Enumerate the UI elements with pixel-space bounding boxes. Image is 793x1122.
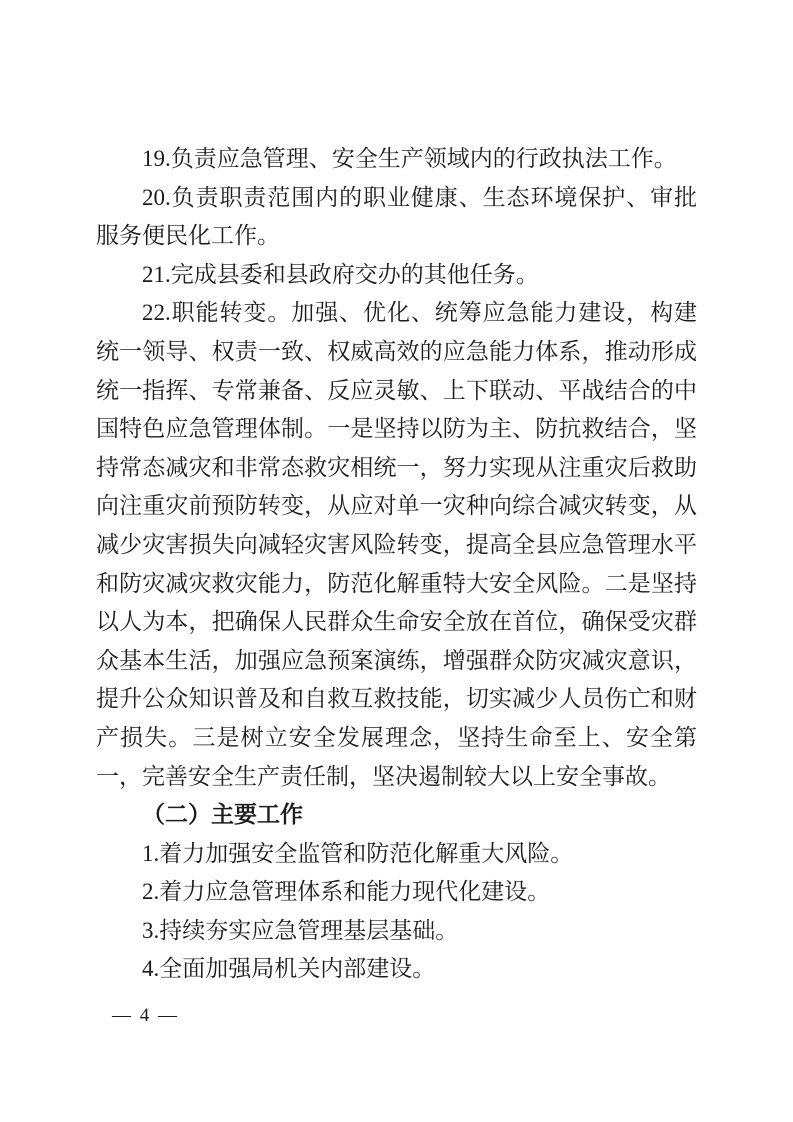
paragraph-19: 19.负责应急管理、安全生产领域内的行政执法工作。 bbox=[142, 146, 677, 171]
work-item-3: 3.持续夯实应急管理基层基础。 bbox=[142, 917, 459, 943]
work-item-4: 4.全面加强局机关内部建设。 bbox=[142, 956, 436, 982]
page-number: — 4 — bbox=[112, 1005, 179, 1026]
document-body bbox=[96, 140, 697, 989]
work-item-2: 2.着力应急管理体系和能力现代化建设。 bbox=[142, 879, 551, 905]
paragraph-21: 21.完成县委和县政府交办的其他任务。 bbox=[142, 261, 539, 287]
section-heading-main-work: （二）主要工作 bbox=[142, 802, 303, 828]
work-item-1: 1.着力加强安全监管和防范化解重大风险。 bbox=[142, 840, 574, 866]
paragraph-20: 20.负责职责范围内的职业健康、生态环境保护、审批服务便民化工作。 bbox=[96, 184, 697, 249]
paragraph-22: 22.职能转变。加强、优化、统筹应急能力建设，构建统一领导、权责一致、权威高效的应急能力体系，推动形成统一指挥、专常兼备、反应灵敏、上下联动、平战结合的中国特色应急管理体制。一是坚持以防为主、防抗救结合，坚持常态减灾和非常态救灾相统一，努力实现从注重灾后救助向注重灾前预防转变，从应对单一灾种向综合减灾转变，从减少灾害损失向减轻灾害风险转变，提高全县应急管理水平和防灾减灾救灾能力，防范化解重特大安全风险。二是坚持以人为本，把确保人民群众生命安全放在首位，确保受灾群众基本生活，加强应急预案演练，增强群众防灾减灾意识，提升公众知识普及和自救互救技能，切实减少人员伤亡和财产损失。三是树立安全发展理念，坚持生命至上、安全第一，完善安全生产责任制，坚决遏制较大以上安全事故。 bbox=[96, 300, 697, 789]
